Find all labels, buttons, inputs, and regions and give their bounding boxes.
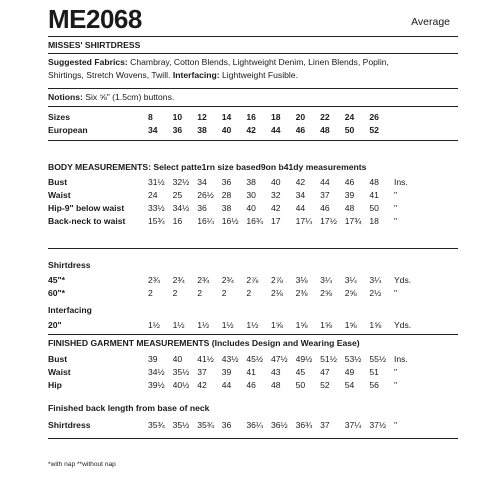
measurement-cell: 26½ [197, 189, 214, 200]
finished-measurements-heading: FINISHED GARMENT MEASUREMENTS (Includes Design and Wearing Ease) [48, 338, 360, 348]
divider [48, 36, 458, 37]
measurement-cell: 18 [369, 215, 379, 226]
table-row [48, 352, 418, 365]
measurement-cell: 2 [221, 287, 227, 298]
row-label: Hip-9" below waist [48, 202, 125, 213]
notions-text: Six ⅝" (1.5cm) buttons. [85, 92, 175, 102]
measurement-cell: 33½ [148, 202, 165, 213]
unit-cell: Ins. [393, 353, 408, 364]
divider [48, 248, 458, 249]
measurement-cell: 36¼ [246, 419, 264, 430]
measurement-cell: 42 [246, 124, 256, 135]
shirtdress-yardage-heading: Shirtdress [48, 260, 91, 270]
measurement-cell: 3¼ [344, 274, 357, 285]
measurement-cell: 35¾ [197, 419, 214, 430]
measurement-cell: 41½ [197, 353, 214, 364]
measurement-cell: 44 [221, 379, 232, 390]
measurement-cell: 2⅛ [270, 287, 283, 298]
measurement-cell: 34½ [148, 366, 165, 377]
interfacing-text: Lightweight Fusible. [222, 70, 298, 80]
measurement-cell: 1⅝ [295, 319, 308, 330]
body-measurements-table [48, 175, 418, 227]
measurement-cell: 44 [295, 202, 306, 213]
measurement-cell: 52 [320, 379, 330, 390]
measurement-cell: 41 [369, 189, 379, 200]
measurement-cell: 38 [246, 176, 256, 187]
measurement-cell: 39½ [148, 379, 165, 390]
measurement-cell: 1⅝ [369, 319, 382, 330]
interfacing-yardage-table [48, 318, 418, 331]
measurement-cell: 2⅝ [344, 287, 357, 298]
measurement-cell: 17¾ [344, 215, 362, 226]
table-row [48, 110, 418, 123]
measurement-cell: 16¾ [246, 215, 264, 226]
measurement-cell: 43½ [221, 353, 239, 364]
divider [48, 438, 458, 439]
size-table [48, 110, 418, 136]
row-label: Waist [48, 189, 71, 200]
unit-cell: " [393, 379, 397, 390]
measurement-cell: 12 [197, 111, 207, 122]
measurement-cell: 40½ [172, 379, 190, 390]
size-rows [48, 110, 418, 136]
measurement-cell: 36 [172, 124, 183, 135]
measurement-cell: 51½ [320, 353, 337, 364]
interfacing-yardage-heading: Interfacing [48, 305, 92, 315]
row-label: Waist [48, 366, 71, 377]
nap-footnote: *with nap **without nap [48, 461, 116, 468]
shirtdress-yardage-table [48, 273, 418, 299]
measurement-cell: 3¼ [320, 274, 333, 285]
measurement-cell: 36 [197, 202, 207, 213]
measurement-cell: 3⅛ [295, 274, 308, 285]
measurement-cell: 22 [320, 111, 330, 122]
measurement-cell: 2¾ [172, 274, 185, 285]
row-label: Back-neck to waist [48, 215, 126, 226]
table-row [48, 188, 418, 201]
measurement-cell: 51 [369, 366, 379, 377]
measurement-cell: 1½ [197, 319, 210, 330]
measurement-cell: 50 [295, 379, 306, 390]
measurement-cell: 1½ [246, 319, 259, 330]
notions-label: Notions: [48, 92, 83, 102]
measurement-cell: 28 [221, 189, 232, 200]
measurement-cell: 47 [320, 366, 330, 377]
table-row [48, 378, 418, 391]
measurement-cell: 2⅞ [270, 274, 283, 285]
measurement-cell: 24 [148, 189, 158, 200]
table-row [48, 365, 418, 378]
measurement-cell: 35½ [172, 419, 190, 430]
measurement-cell: 50 [344, 124, 355, 135]
measurement-cell: 2½ [369, 287, 382, 298]
measurement-cell: 37½ [369, 419, 387, 430]
divider [48, 53, 458, 54]
divider [48, 88, 458, 89]
measurement-cell: 50 [369, 202, 379, 213]
measurement-cell: 17 [270, 215, 281, 226]
measurement-cell: 20 [295, 111, 306, 122]
unit-cell: " [393, 287, 397, 298]
measurement-cell: 37 [320, 189, 330, 200]
measurement-cell: 2 [246, 287, 252, 298]
measurement-cell: 42 [295, 176, 306, 187]
measurement-cell: 34 [148, 124, 158, 135]
measurement-cell: 46 [295, 124, 306, 135]
measurement-cell: 36 [221, 419, 232, 430]
measurement-cell: 38 [197, 124, 207, 135]
table-row [48, 214, 418, 227]
unit-cell: " [393, 366, 397, 377]
measurement-cell: 34 [197, 176, 207, 187]
measurement-cell: 31½ [148, 176, 165, 187]
garment-title: MISSES' SHIRTDRESS [48, 40, 141, 50]
unit-cell: " [393, 202, 397, 213]
measurement-cell: 2¾ [148, 274, 160, 285]
measurement-cell: 48 [369, 176, 379, 187]
measurement-cell: 2¾ [197, 274, 210, 285]
divider [48, 140, 458, 141]
measurement-cell: 16 [172, 215, 183, 226]
measurement-cell: 1½ [172, 319, 185, 330]
table-row [48, 273, 418, 286]
measurement-cell: 10 [172, 111, 183, 122]
table-row [48, 418, 418, 431]
body-measurements-heading: BODY MEASUREMENTS: Select patte1rn size based9on b41dy measurements [48, 162, 367, 172]
measurement-cell: 34½ [172, 202, 190, 213]
measurement-cell: 36½ [270, 419, 288, 430]
measurement-cell: 39 [148, 353, 158, 364]
suggested-fabrics-label: Suggested Fabrics: [48, 57, 128, 67]
measurement-cell: 37 [197, 366, 207, 377]
measurement-cell: 37 [320, 419, 330, 430]
shirtdress-yardage-rows [48, 273, 418, 299]
measurement-cell: 45½ [246, 353, 264, 364]
table-row [48, 318, 418, 331]
unit-cell: " [393, 419, 397, 430]
suggested-fabrics-line-1 [48, 57, 389, 68]
interfacing-label: Interfacing: [172, 70, 220, 80]
measurement-cell: 54 [344, 379, 355, 390]
measurement-cell: 1½ [221, 319, 234, 330]
unit-cell: Yds. [393, 319, 412, 330]
table-row [48, 286, 418, 299]
finished-measurements-table [48, 352, 418, 391]
measurement-cell: 53½ [344, 353, 362, 364]
measurement-cell: 48 [344, 202, 355, 213]
measurement-cell: 15¾ [148, 215, 165, 226]
unit-cell: Yds. [393, 274, 412, 285]
measurement-cell: 49½ [295, 353, 313, 364]
row-label: Sizes [48, 111, 70, 122]
finished-measurement-rows [48, 352, 418, 391]
measurement-cell: 39 [344, 189, 355, 200]
unit-cell: Ins. [393, 176, 408, 187]
measurement-cell: 44 [320, 176, 330, 187]
row-label: Hip [48, 379, 62, 390]
measurement-cell: 56 [369, 379, 379, 390]
measurement-cell: 48 [320, 124, 330, 135]
notions [48, 92, 174, 103]
body-measurement-rows [48, 175, 418, 227]
row-label: 45"* [48, 274, 65, 285]
measurement-cell: 17½ [320, 215, 337, 226]
unit-cell [394, 123, 418, 136]
measurement-cell: 40 [270, 176, 281, 187]
back-length-heading: Finished back length from base of neck [48, 403, 210, 413]
measurement-cell: 14 [221, 111, 232, 122]
measurement-cell: 2¾ [221, 274, 234, 285]
unit-cell [394, 110, 418, 123]
measurement-cell: 25 [172, 189, 183, 200]
measurement-cell: 1⅝ [344, 319, 357, 330]
measurement-cell: 45 [295, 366, 306, 377]
measurement-cell: 2⅞ [246, 274, 259, 285]
row-label: European [48, 124, 88, 135]
measurement-cell: 32½ [172, 176, 190, 187]
measurement-cell: 55½ [369, 353, 387, 364]
measurement-cell: 1⅝ [270, 319, 283, 330]
measurement-cell: 38 [221, 202, 232, 213]
measurement-cell: 34 [295, 189, 306, 200]
measurement-cell: 42 [270, 202, 281, 213]
table-row [48, 175, 418, 188]
measurement-cell: 39 [221, 366, 232, 377]
row-label: 60"* [48, 287, 65, 298]
measurement-cell: 47½ [270, 353, 288, 364]
table-row [48, 201, 418, 214]
measurement-cell: 2 [197, 287, 202, 298]
measurement-cell: 2 [148, 287, 153, 298]
measurement-cell: 44 [270, 124, 281, 135]
measurement-cell: 40 [221, 124, 232, 135]
measurement-cell: 42 [197, 379, 207, 390]
measurement-cell: 36¾ [295, 419, 313, 430]
measurement-cell: 26 [369, 111, 379, 122]
suggested-fabrics-line-2 [48, 70, 298, 81]
measurement-cell: 3¼ [369, 274, 382, 285]
measurement-cell: 32 [270, 189, 281, 200]
table-row [48, 123, 418, 136]
suggested-fabrics-text: Chambray, Cotton Blends, Lightweight Denim, Linen Blends, Poplin, [130, 57, 389, 67]
measurement-cell: 17¼ [295, 215, 313, 226]
unit-cell: " [393, 189, 397, 200]
measurement-cell: 48 [270, 379, 281, 390]
suggested-fabrics-text-2: Shirtings, Stretch Wovens, Twill. [48, 70, 171, 80]
measurement-cell: 40 [172, 353, 183, 364]
measurement-cell: 52 [369, 124, 379, 135]
measurement-cell: 43 [270, 366, 281, 377]
measurement-cell: 2⅝ [320, 287, 333, 298]
measurement-cell: 18 [270, 111, 281, 122]
measurement-cell: 24 [344, 111, 355, 122]
measurement-cell: 40 [246, 202, 256, 213]
measurement-cell: 37¼ [344, 419, 362, 430]
measurement-cell: 16 [246, 111, 256, 122]
measurement-cell: 46 [246, 379, 256, 390]
measurement-cell: 2⅜ [295, 287, 308, 298]
measurement-cell: 36 [221, 176, 232, 187]
measurement-cell: 2 [172, 287, 178, 298]
row-label: 20" [48, 319, 62, 330]
measurement-cell: 35¾ [148, 419, 165, 430]
measurement-cell: 1½ [148, 319, 160, 330]
divider [48, 334, 458, 335]
row-label: Bust [48, 176, 68, 187]
row-label: Bust [48, 353, 68, 364]
back-length-rows [48, 418, 418, 431]
difficulty-level: Average [411, 16, 450, 28]
unit-cell: " [393, 215, 397, 226]
measurement-cell: 46 [320, 202, 330, 213]
measurement-cell: 8 [148, 111, 153, 122]
divider [48, 106, 458, 107]
measurement-cell: 16¼ [197, 215, 214, 226]
back-length-table [48, 418, 418, 431]
measurement-cell: 46 [344, 176, 355, 187]
measurement-cell: 35½ [172, 366, 190, 377]
interfacing-yardage-rows [48, 318, 418, 331]
measurement-cell: 49 [344, 366, 355, 377]
measurement-cell: 16½ [221, 215, 239, 226]
pattern-number: ME2068 [48, 4, 142, 34]
measurement-cell: 30 [246, 189, 256, 200]
measurement-cell: 41 [246, 366, 256, 377]
measurement-cell: 1⅝ [320, 319, 333, 330]
row-label: Shirtdress [48, 419, 91, 430]
